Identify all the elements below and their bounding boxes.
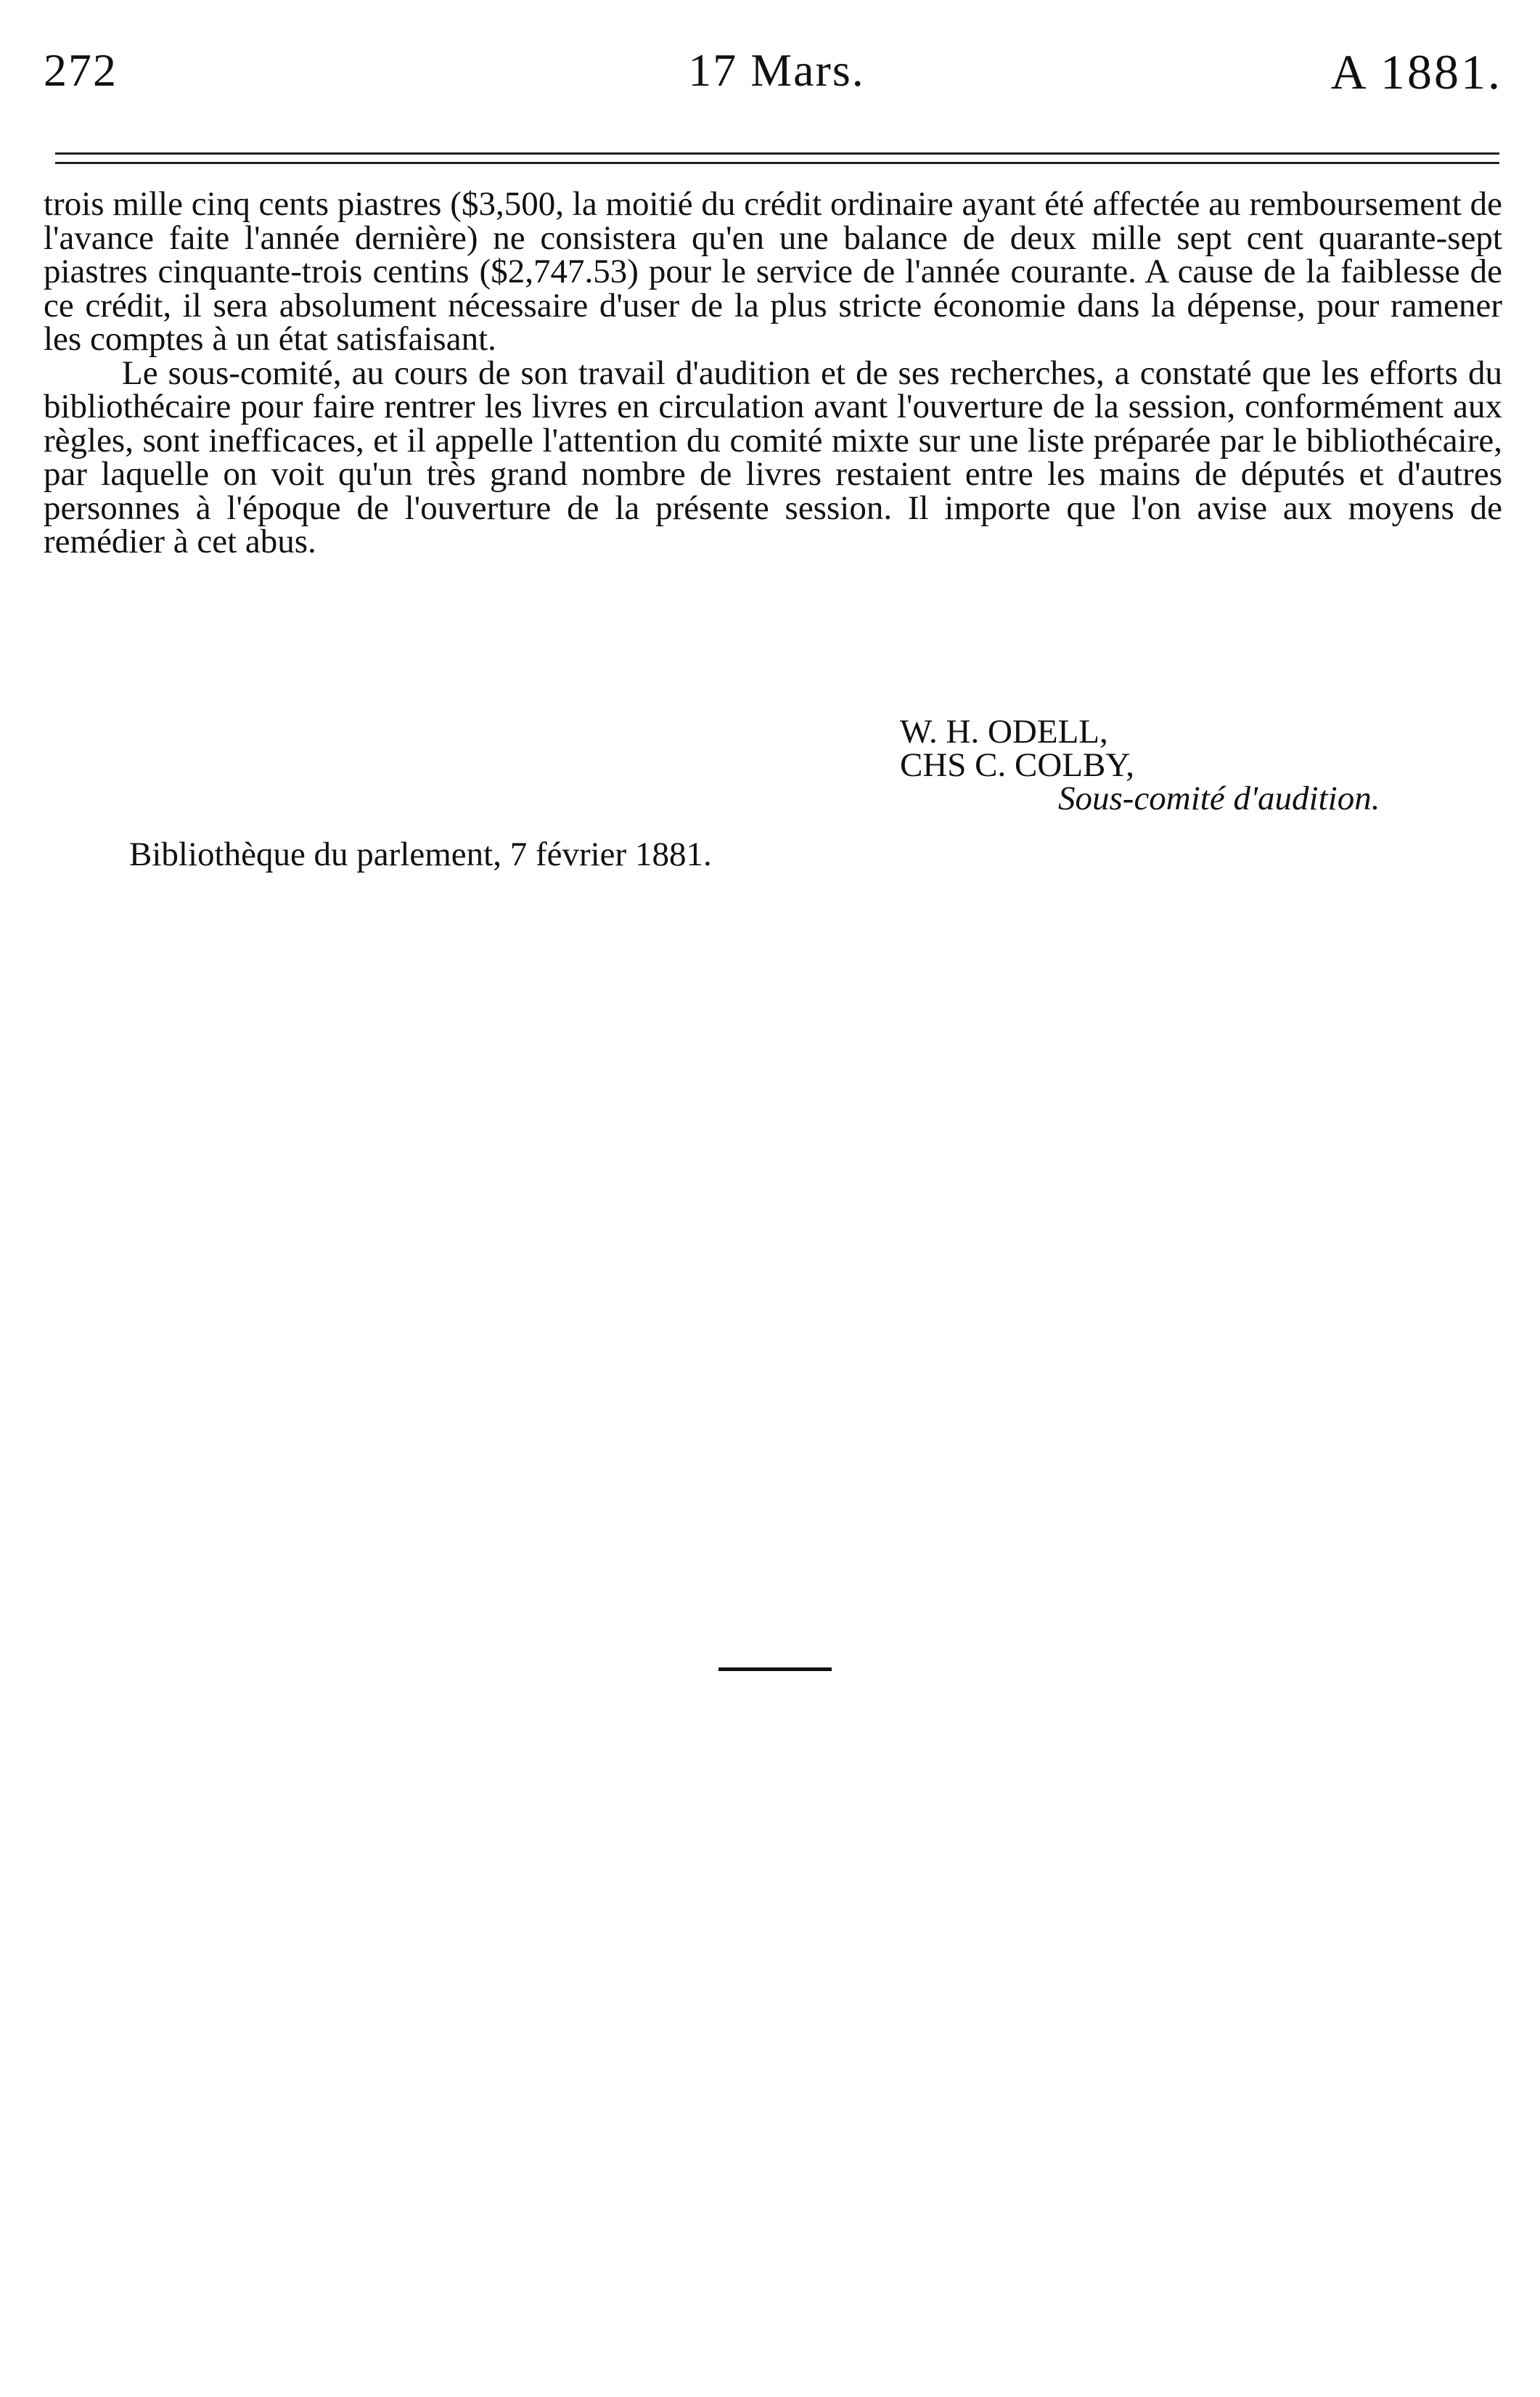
signatory-colby: CHS C. COLBY, bbox=[900, 746, 1135, 784]
page-number: 272 bbox=[44, 44, 118, 96]
signatory-role: Sous-comité d'audition. bbox=[1058, 780, 1380, 817]
header-year: A 1881. bbox=[1330, 44, 1502, 99]
header-double-rule bbox=[55, 152, 1499, 164]
section-end-rule bbox=[718, 1667, 832, 1671]
signatory-odell: W. H. ODELL, bbox=[900, 713, 1108, 751]
paragraph-sous-comite: Le sous-comité, au cours de son travail d'audition et de ses recherches, a constaté que les efforts du bibliothécaire pour faire rentrer les livres en circulation avant l'ouverture de la session, conformément aux règles, sont inefficaces, et il appelle l'attention du comité mixte sur une liste préparée par le bibliothécaire, par laquelle on voit qu'un très grand nombre de livres restaient entre les mains de députés et d'autres personnes à l'époque de l'ouverture de la présente session. Il importe que l'on avise aux moyens de remédier à cet abus. bbox=[44, 354, 1502, 560]
paragraph-continuation: trois mille cinq cents piastres ($3,500, la moitié du crédit ordinaire ayant été affectée au remboursement de l'avance faite l'année dernière) ne consistera qu'en une balance de deux mille sept cent quarante-sept piastres cinquante-trois centins ($2,747.53) pour le service de l'année courante. A cause de la faiblesse de ce crédit, il sera absolument nécessaire d'user de la plus stricte économie dans la dépense, pour ramener les comptes à un état satisfaisant. bbox=[44, 185, 1502, 358]
body-text bbox=[44, 187, 1502, 559]
running-head bbox=[44, 36, 1510, 116]
signature-block bbox=[900, 715, 1480, 815]
header-date: 17 Mars. bbox=[688, 44, 865, 96]
dateline: Bibliothèque du parlement, 7 février 1881. bbox=[129, 836, 712, 873]
